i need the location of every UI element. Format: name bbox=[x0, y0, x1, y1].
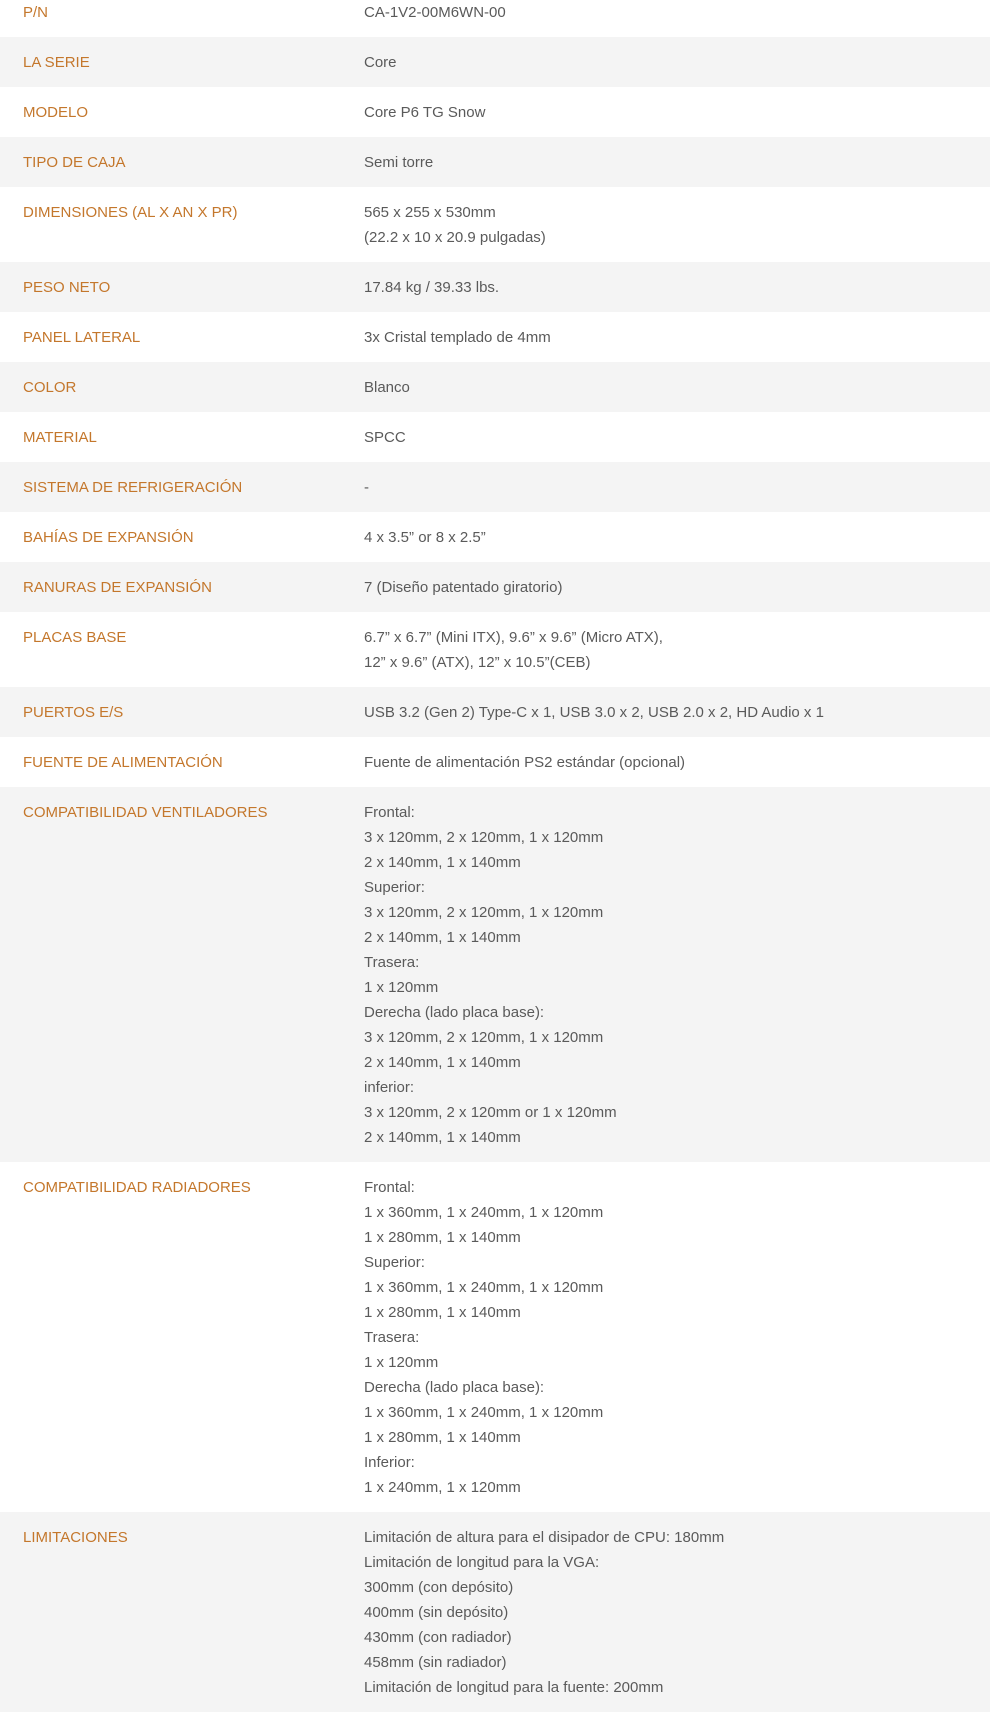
spec-value-line: 2 x 140mm, 1 x 140mm bbox=[364, 1129, 521, 1146]
spec-value-line: 458mm (sin radiador) bbox=[364, 1654, 507, 1671]
spec-value-line: 2 x 140mm, 1 x 140mm bbox=[364, 854, 521, 871]
spec-label: TIPO DE CAJA bbox=[23, 154, 126, 171]
spec-value-line: - bbox=[364, 479, 369, 496]
spec-label: PESO NETO bbox=[23, 279, 111, 296]
spec-label: MATERIAL bbox=[23, 429, 97, 446]
spec-row bbox=[0, 312, 990, 362]
spec-value-line: 300mm (con depósito) bbox=[364, 1579, 514, 1596]
spec-row bbox=[0, 362, 990, 412]
spec-label: P/N bbox=[23, 4, 49, 21]
spec-value bbox=[364, 50, 990, 75]
spec-value bbox=[364, 1175, 990, 1500]
spec-value-line: 1 x 360mm, 1 x 240mm, 1 x 120mm bbox=[364, 1404, 604, 1421]
spec-value-line: SPCC bbox=[364, 429, 406, 446]
spec-value-line: 3 x 120mm, 2 x 120mm, 1 x 120mm bbox=[364, 829, 604, 846]
spec-row bbox=[0, 1162, 990, 1512]
spec-value-line: Derecha (lado placa base): bbox=[364, 1379, 545, 1396]
spec-value bbox=[364, 1525, 990, 1700]
spec-label: RANURAS DE EXPANSIÓN bbox=[23, 579, 212, 596]
spec-label: LA SERIE bbox=[23, 54, 90, 71]
spec-value bbox=[364, 625, 990, 675]
spec-value-line: 12” x 9.6” (ATX), 12” x 10.5”(CEB) bbox=[364, 654, 591, 671]
spec-value-line: 1 x 280mm, 1 x 140mm bbox=[364, 1429, 521, 1446]
spec-row bbox=[0, 1512, 990, 1712]
spec-row bbox=[0, 462, 990, 512]
spec-value bbox=[364, 150, 990, 175]
spec-value-line: 1 x 360mm, 1 x 240mm, 1 x 120mm bbox=[364, 1204, 604, 1221]
spec-label: PANEL LATERAL bbox=[23, 329, 141, 346]
spec-label: COMPATIBILIDAD VENTILADORES bbox=[23, 804, 268, 821]
spec-value bbox=[364, 0, 990, 25]
spec-row bbox=[0, 187, 990, 262]
spec-value bbox=[364, 100, 990, 125]
spec-value-line: Limitación de longitud para la VGA: bbox=[364, 1554, 600, 1571]
spec-value-line: 3 x 120mm, 2 x 120mm, 1 x 120mm bbox=[364, 1029, 604, 1046]
spec-value-line: 1 x 280mm, 1 x 140mm bbox=[364, 1304, 521, 1321]
spec-value-line: 7 (Diseño patentado giratorio) bbox=[364, 579, 563, 596]
spec-value-line: 430mm (con radiador) bbox=[364, 1629, 512, 1646]
spec-value-line: Core P6 TG Snow bbox=[364, 104, 486, 121]
spec-row bbox=[0, 37, 990, 87]
spec-row bbox=[0, 787, 990, 1162]
spec-value-line: Limitación de longitud para la fuente: 200mm bbox=[364, 1679, 664, 1696]
spec-value-line: Superior: bbox=[364, 879, 425, 896]
spec-value-line: Trasera: bbox=[364, 954, 420, 971]
spec-label: BAHÍAS DE EXPANSIÓN bbox=[23, 529, 194, 546]
spec-row bbox=[0, 512, 990, 562]
spec-value-line: Trasera: bbox=[364, 1329, 420, 1346]
spec-row bbox=[0, 612, 990, 687]
spec-value-line: 2 x 140mm, 1 x 140mm bbox=[364, 929, 521, 946]
spec-value-line: CA-1V2-00M6WN-00 bbox=[364, 4, 506, 21]
spec-row bbox=[0, 562, 990, 612]
spec-label: LIMITACIONES bbox=[23, 1529, 128, 1546]
spec-value-line: Frontal: bbox=[364, 1179, 415, 1196]
spec-value-line: 6.7” x 6.7” (Mini ITX), 9.6” x 9.6” (Micro ATX), bbox=[364, 629, 663, 646]
spec-label: COLOR bbox=[23, 379, 77, 396]
spec-value-line: 4 x 3.5” or 8 x 2.5” bbox=[364, 529, 486, 546]
spec-value bbox=[364, 200, 990, 250]
spec-value-line: 3x Cristal templado de 4mm bbox=[364, 329, 551, 346]
spec-value bbox=[364, 525, 990, 550]
spec-row bbox=[0, 737, 990, 787]
spec-row bbox=[0, 412, 990, 462]
spec-value-line: Semi torre bbox=[364, 154, 434, 171]
spec-value-line: 1 x 280mm, 1 x 140mm bbox=[364, 1229, 521, 1246]
spec-value-line: Frontal: bbox=[364, 804, 415, 821]
spec-value-line: Inferior: bbox=[364, 1454, 415, 1471]
spec-value-line: 17.84 kg / 39.33 lbs. bbox=[364, 279, 500, 296]
spec-value bbox=[364, 475, 990, 500]
spec-label: PUERTOS E/S bbox=[23, 704, 124, 721]
spec-value bbox=[364, 275, 990, 300]
spec-value-line: 1 x 120mm bbox=[364, 1354, 439, 1371]
spec-value bbox=[364, 425, 990, 450]
spec-value-line: Blanco bbox=[364, 379, 410, 396]
spec-label: FUENTE DE ALIMENTACIÓN bbox=[23, 754, 223, 771]
spec-value-line: 565 x 255 x 530mm bbox=[364, 204, 496, 221]
spec-value-line: 3 x 120mm, 2 x 120mm, 1 x 120mm bbox=[364, 904, 604, 921]
spec-row bbox=[0, 687, 990, 737]
spec-value-line: Fuente de alimentación PS2 estándar (opcional) bbox=[364, 754, 686, 771]
spec-value-line: 2 x 140mm, 1 x 140mm bbox=[364, 1054, 521, 1071]
spec-value-line: (22.2 x 10 x 20.9 pulgadas) bbox=[364, 229, 546, 246]
spec-label: DIMENSIONES (AL X AN X PR) bbox=[23, 204, 238, 221]
spec-value-line: 1 x 360mm, 1 x 240mm, 1 x 120mm bbox=[364, 1279, 604, 1296]
spec-value-line: 1 x 240mm, 1 x 120mm bbox=[364, 1479, 521, 1496]
spec-value bbox=[364, 575, 990, 600]
spec-label: SISTEMA DE REFRIGERACIÓN bbox=[23, 479, 243, 496]
spec-value bbox=[364, 325, 990, 350]
spec-value-line: Derecha (lado placa base): bbox=[364, 1004, 545, 1021]
spec-row bbox=[0, 0, 990, 37]
spec-value-line: 400mm (sin depósito) bbox=[364, 1604, 509, 1621]
spec-value-line: 1 x 120mm bbox=[364, 979, 439, 996]
spec-value bbox=[364, 800, 990, 1150]
spec-value-line: USB 3.2 (Gen 2) Type-C x 1, USB 3.0 x 2, USB 2.0 x 2, HD Audio x 1 bbox=[364, 704, 824, 721]
spec-value-line: Limitación de altura para el disipador de CPU: 180mm bbox=[364, 1529, 725, 1546]
spec-value-line: inferior: bbox=[364, 1079, 415, 1096]
spec-label: MODELO bbox=[23, 104, 89, 121]
spec-row bbox=[0, 262, 990, 312]
spec-value bbox=[364, 750, 990, 775]
spec-row bbox=[0, 87, 990, 137]
spec-value bbox=[364, 375, 990, 400]
spec-value bbox=[364, 700, 990, 725]
spec-value-line: 3 x 120mm, 2 x 120mm or 1 x 120mm bbox=[364, 1104, 617, 1121]
spec-label: COMPATIBILIDAD RADIADORES bbox=[23, 1179, 251, 1196]
spec-label: PLACAS BASE bbox=[23, 629, 127, 646]
spec-value-line: Core bbox=[364, 54, 397, 71]
spec-row bbox=[0, 137, 990, 187]
spec-value-line: Superior: bbox=[364, 1254, 425, 1271]
